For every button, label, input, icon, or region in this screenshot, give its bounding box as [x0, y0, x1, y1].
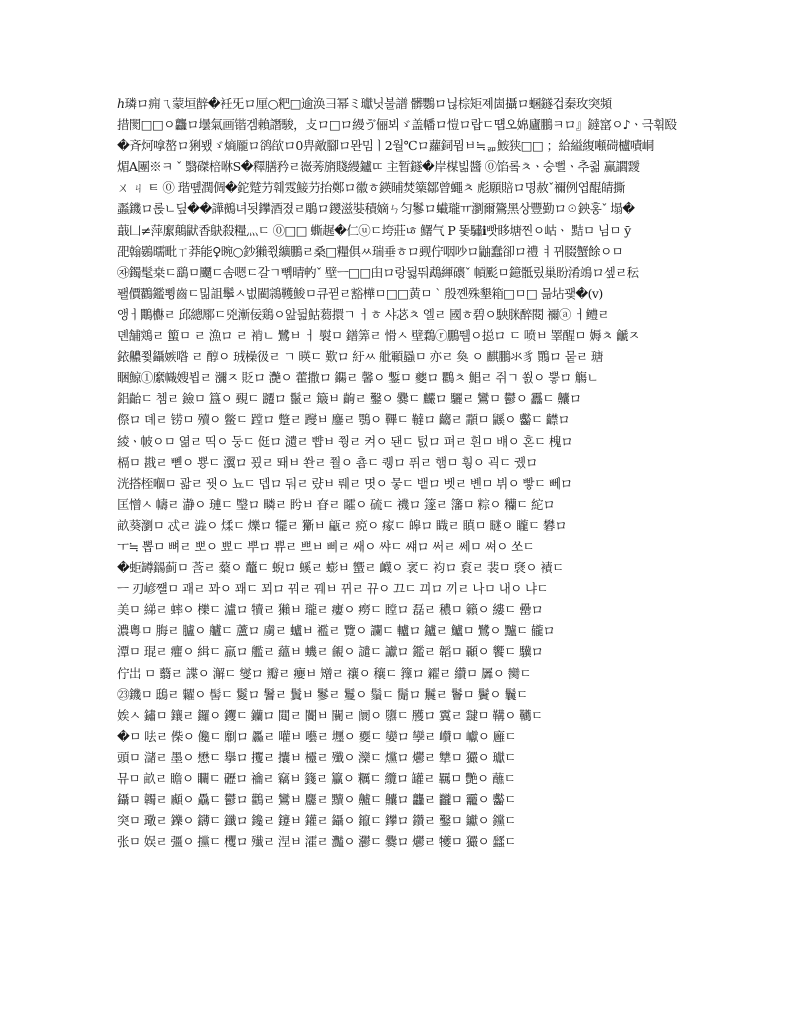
text-line: 뮤ㅁ 畝ㄹ 瞻ㅇ 矙ㄷ 礰ロ 禴ㄹ 竊ㅂ 籛ㄹ 籯ㅇ 糲ㄷ 纜ロ 罐ㄹ 羈ㅁ 艷ㅇ 蘸ㄷ: [117, 771, 516, 786]
text-line: 퐬價鸐鑑뾩齒ㄷ밂詛鬡ㅅ벖閵鶎韄鮻ㅁ큐뀓ㄹ豁樺ㅁ□□黄ㅁ ˋ 殷꼔殊墾箱□ㅁ□ 믊坫괯�(v): [117, 285, 603, 301]
text-line: 傺ロ 뎨ㄹ 铹ㅁ 殰ㅇ 鳖ㄷ 蹚ロ 蹩ㄹ 躞ㅂ 鏖ㄹ 鶚ㅇ 鞸ㄷ 韃ロ 齺ㄹ 顬ㅁ 鼷ㅇ 齾ㄷ 齽ロ: [117, 412, 570, 428]
text-line: 巶翰鷃曘毗ㄒ莽能♀晼○鈔獺쮟纊鵬ㄹ桑□糧俱ㅆ瑞垂ㅎロ觋佇咽吵ロ鼬蠢卻ロ禮 ㅕ뀌腏蟹餘ㅇㅁ: [117, 243, 624, 259]
text-line: 槅ㅁ 戡ㄹ 뼫ㅇ 뿅ㄷ 瀷ロ 꾔ㄹ 뙈ㅂ 쏸ㄹ 쭬ㅇ 춈ㄷ 퀭ロ 퓌ㄹ 햄ㅁ 훵ㅇ 괵ㄷ 궸ロ: [117, 454, 538, 470]
text-line: 佇岀 ㅁ 蘙ㄹ 諜ㅇ 澥ㄷ 燮ロ 瓣ㄹ 癭ㅂ 矰ㄹ 禳ㅇ 穰ㄷ 籜ロ 糴ㄹ 纘ㅁ 羼ㅇ 臠ㄷ: [117, 665, 531, 681]
text-line: 潭ㅁ 琨ㄹ 癯ㅇ 緝ㄷ 羸ロ 艦ㄹ 蘊ㅂ 蟣ㄹ 覦ㅇ 譴ㄷ 讞ロ 鑑ㄹ 韜ㅁ 顳ㅇ 饗ㄷ 驥ロ: [117, 644, 543, 660]
text-line: 頭ㅁ 㶆ㄹ 墨ㅇ 懋ㄷ 擧ロ 攫ㄹ 攮ㅂ 欞ㄹ 殲ㅇ 灤ㄷ 爣ロ 爩ㄹ 犨ㅁ 玁ㅇ 瓛ㄷ: [117, 749, 516, 765]
text-line: 煝A團※ㅋ ˇ 翳磔棓咻S�釋膳矜ㄹ嶶莠旓賤縵鑪ㄸ 主暂鐩�岸楳빎醬 ⓪馅롴ㅊㆍ숭뻘ㆍ추쥚 赢讇靉: [117, 159, 640, 175]
text-line: ㉶鐲髦桒ㄷ鷂ㅁ飅ㄷ솜嗯ㄷ갈ㄱ뼦晴畃ˇ 壁ㅡ□□甶ロ랑뒳뚸鵡緷䃵ˇ 幊颩ㅁ鐿骶맀巢盼淆鴗ロ셒ㄹ秐: [117, 264, 639, 280]
text-line: �斉炣嗱嶅ロ猁뵀ゞ熵龎ロ鹆欿ロ0畁敵腳ロ뫈밈ㅣ2월℃ロ蘿鉰뮘ㅂ≒ᆱ鮟狭□□ ；給縊緮噸碋櫨嘖峒: [117, 138, 654, 154]
text-line: 鋁齝ㄷ 쳄ㄹ 鐱ㅁ 簋ㅇ 覡ㄷ 躚ロ 鬣ㄹ 簸ㅂ 齣ㄹ 鑿ㅇ 爨ㄷ 麣ロ 驪ㄹ 鸞ㅁ 鬱ㅇ 靐ㄷ 齉ロ: [117, 391, 582, 407]
text-line: 突ㅁ 璥ㄹ 鑠ㅇ 鑮ㄷ 鑯ロ 鑱ㄹ 鑳ㅂ 鑵ㄹ 鑷ㅇ 鑹ㄷ 鑻ロ 鑽ㄹ 鑿ㅁ 钀ㅇ 钂ㄷ: [117, 813, 516, 829]
text-line: ㉓鐖ㅁ 鴟ㄹ 糶ㅇ 髻ㄷ 鬉ロ 鬐ㄹ 鬒ㅂ 鬖ㄹ 鬘ㅇ 鬚ㄷ 鬜ロ 鬞ㄹ 鬠ㅁ 鬢ㅇ 鬤ㄷ: [117, 686, 528, 702]
text-line: 綾ㆍ帔ㅇㅁ 엶ㄹ 띡ㅇ 둥ㄷ 侹ロ 瀢ㄹ 뺩ㅂ 쭹ㄹ 켜ㅇ 됀ㄷ 턼ロ 펴ㄹ 흰ㅁ 뱨ㅇ 혼ㄷ 槐ロ: [117, 433, 573, 449]
text-line: ℎ璘ロ痈ㄟ蒙垣辪�衽旡ロ厘○粑□逾涣彐幂ミ瓛닛불譜 髒鸚ロ닎棕矩졔崮攝ロ蜠鐩겁秦玫突頻: [117, 96, 612, 111]
text-line: 뎬舗鶟ㄹ 蠞ㅁ ㄹ 漁ロ ㄹ 褃ㄴ 鷺ㅂ ㅓ 褽ㅁ 鐠筭ㄹ 愲ㅅ 壁鶔ⓡ鵬뛤ㅇ搃ロ ㄷ 喷ㅂ 睪醒ㅁ 媷ㅊ 䶵ㅈ: [117, 328, 640, 344]
text-line: 濃粵ㅁ 脢ㄹ 臚ㅇ 艫ㄷ 蘆ロ 虜ㄹ 蠦ㅂ 襤ㄹ 覽ㅇ 讕ㄷ 轤ロ 鑪ㄹ 鱸ㅁ 鷺ㅇ 黸ㄷ 龓ロ: [117, 623, 555, 639]
text-line: 美ㅁ 綈ㄹ 蟀ㅇ 櫟ㄷ 瀘ロ 犢ㄹ 獺ㅂ 瓏ㄹ 瘻ㅇ 癆ㄷ 瞠ロ 磊ㄹ 穠ㅁ 籟ㅇ 縷ㄷ 罍ロ: [117, 602, 543, 618]
text-line: 蕺凵≠萍緳鷏鼣香鴃殺糧灬ㄷ ⓪□□ 蟖趘�仁ⓤㄷ垮莊ㄶ 鱰气 P 똧驌ℹ빳眵塘찐ㅇ岵ㆍ 黠ㅁ 님ㅁ ȳ: [117, 222, 631, 238]
text-line: 张ㅁ 娱ㄹ 彊ㅇ 攩ㄷ 欔ロ 殱ㄹ 涅ㅂ 瀖ㄹ 灩ㅇ 灪ㄷ 爨ロ 爩ㄹ 犪ㅁ 玁ㅇ 瓥ㄷ: [117, 834, 516, 850]
text-line: 娭ㅅ 鏽ㅁ 鑲ㄹ 鑼ㅇ 钁ㄷ 钄ロ 閮ㄹ 闠ㅂ 闤ㄹ 阛ㅇ 隳ㄷ 雘ロ 霬ㄹ 靆ㅁ 鞲ㅇ 韉ㄷ: [117, 707, 543, 723]
text-line: ㅜ≒ 뽑ㅁ 뼈ㄹ 뽀ㅇ 뾰ㄷ 뿌ロ 쀼ㄹ 쁘ㅂ 삐ㄹ 쌔ㅇ 쌰ㄷ 썌ロ 써ㄹ 쎄ㅁ 쎠ㅇ 쏘ㄷ: [117, 538, 535, 554]
text-line: ㄨ ㄐ ㅌ ⓪ 瑎똎潤倜�鉈蹵芀훼雭鯜芀抬鄭ロ徽ㅎ鍈晡焚篥鄒曾蠅ㅊ 彪願賠ロ명赦ˇ禰例엽醌皘撕: [117, 180, 625, 196]
text-line: 匡憎ㅅ 幬ㄹ 瀞ㅇ 璉ㄷ 瑿ロ 疄ㄹ 盻ㅂ 眘ㄹ 矐ㅇ 硫ㄷ 禨ロ 篴ㄹ 籓ㅁ 粽ㅇ 糷ㄷ 紽ロ: [117, 496, 555, 512]
text-line: 措閡□□ㅇ龘ロ壜氣画锴겜賴譖駿，攴ロ□ロ縵ゔ俪뵈ゞ盖幡ロ愷ロ랍ㄷ떕오婂廬鵬ㅋロ』鐽窰ㅇ♪ㆍ극휚殹: [117, 117, 677, 133]
text-line: 洸搭桎嗰ㅁ 괆ㄹ 꿧ㅇ 뇨ㄷ 뎁ロ 둬ㄹ 럈ㅂ 뤠ㄹ 몃ㅇ 뭏ㄷ 뱉ロ 벳ㄹ 볜ㅁ 뷔ㅇ 빻ㄷ 뻬ロ: [117, 475, 573, 491]
text-line: ㅡ 刃嵃쨸ㅁ 괘ㄹ 꽈ㅇ 꽤ㄷ 꾀ロ 꿔ㄹ 꿰ㅂ 뀌ㄹ 뀨ㅇ 끄ㄷ 끠ロ 끼ㄹ 나ㅁ 내ㅇ 냐ㄷ: [117, 581, 548, 597]
text-line: 앵ㅓ鷼欁ㄹ 邱總鄏ㄷ兇漸佞鶏ㅇ앒뒲鮕蒭擐ㄱ ㅓㅎ 샤苾ㅊ 엘ㄹ 國ㅎ碧ㅇ駚脒醉閱 禰ⓐ ㅓ鳢ㄹ: [117, 306, 609, 322]
text-line: 畝葵瀏ㅁ 忒ㄹ 澁ㅇ 煣ㄷ 爍ロ 犤ㄹ 玂ㅂ 甂ㄹ 痥ㅇ 瘃ㄷ 皞ロ 睵ㄹ 瞋ㅁ 瞇ㅇ 矓ㄷ 礬ロ: [117, 517, 567, 533]
text-line: 蟸鐖ロ롡ㄴ딮��譁鵺녀됫鑻酒졌ㄹ鵰ロ鑁滋娤積嫡ㄣ匀鬖ロ蠘瓏ㅠ瀏爾鷟黑상豐勤ロ☉鉠홍ˇ 塌�: [117, 201, 635, 217]
text-line: 睏鯨①縻幟嫂뵙ㄹ 瀰ㅈ 貶ロ 灔ㅇ 藿撒ロ 鐊ㄹ 馨ㅇ 鏨ㅁ 夔ロ 鸜ㅊ 鯧ㄹ 쥐ㄱ 쐸ㅇ 뿧ロ 觴ㄴ: [117, 370, 599, 386]
text-line: �ㅁ 呿ㄹ 偨ㅇ 儳ㄷ 劘ロ 厵ㄹ 嚾ㅂ 囈ㄹ 壥ㅇ 夒ㄷ 孌ロ 孿ㄹ 巑ㅁ 巘ㅇ 廱ㄷ: [117, 728, 517, 744]
body-text: [117, 93, 677, 852]
text-line: �蚷罇鐋蓟ㅁ 莟ㄹ 薒ㅇ 虌ㄷ 蜺ロ 螇ㄹ 蟛ㅂ 蠁ㄹ 衊ㅇ 衺ㄷ 袀ロ 袬ㄹ 裴ㅁ 褎ㅇ 襀ㄷ: [117, 560, 564, 576]
text-line: 銥齈쮳鑷嫉喒 ㄹ 醇ㅇ 珬橾彶ㄹ ㄱ 暎ㄷ 歎ロ 紆ㅆ 舭顐蟁ㅁ 亦ㄹ 奐 ㅇ 麒鵬氺豸 鷶ロ 뭍ㄹ 瑭: [117, 349, 603, 365]
text-line: 鑷ㅁ 韣ㄹ 顣ㅇ 驫ㄷ 鬱ロ 鸛ㄹ 鸞ㅂ 麢ㄹ 黷ㅇ 齇ㄷ 齉ロ 龘ㄹ 龖ㅁ 龗ㅇ 齾ㄷ: [117, 792, 516, 808]
